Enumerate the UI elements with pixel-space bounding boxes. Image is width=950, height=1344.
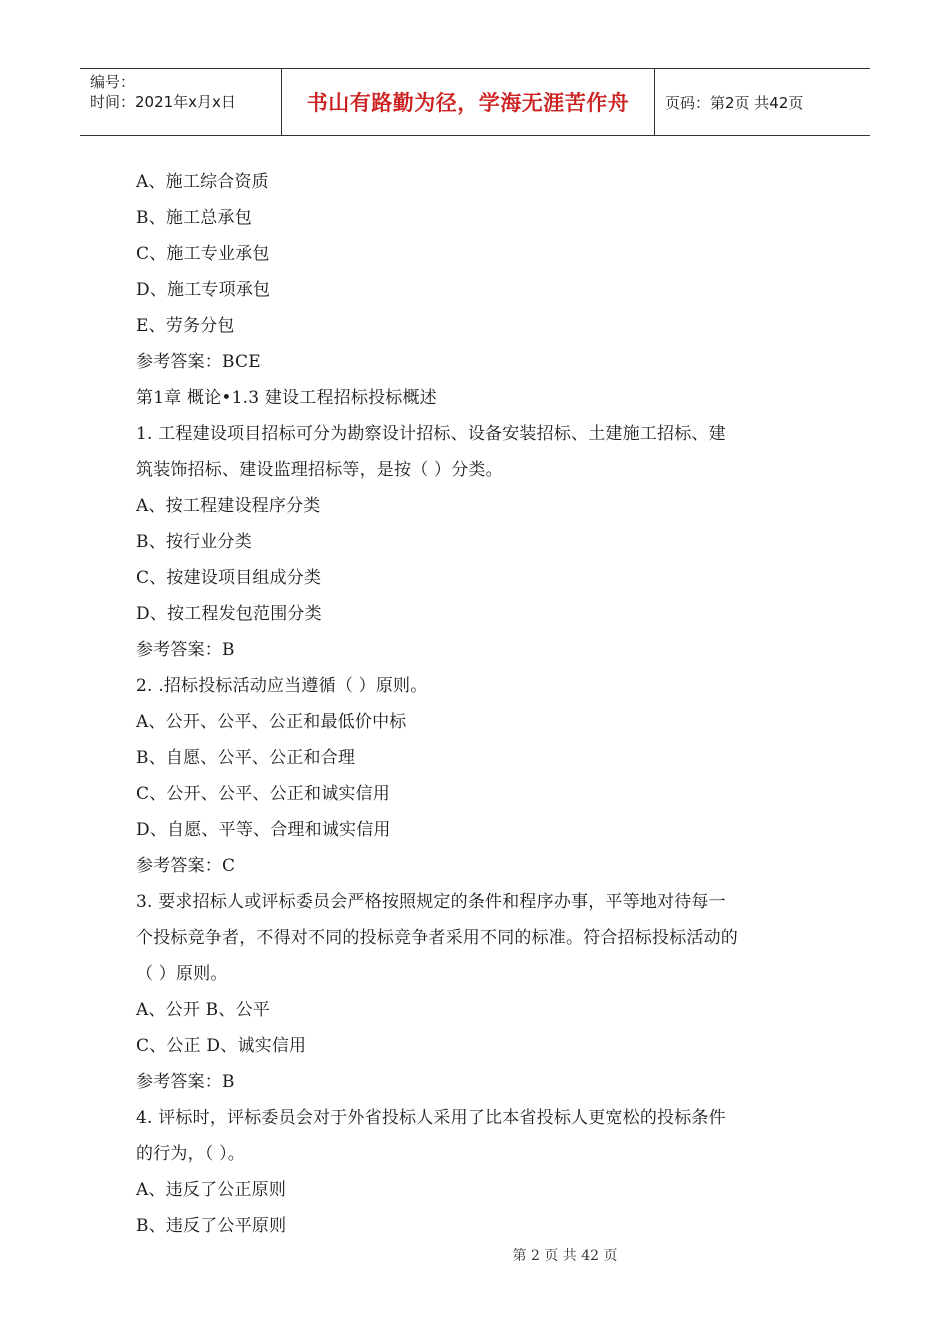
text-line: D、自愿、平等、合理和诚实信用 — [136, 820, 391, 840]
text-line: B、违反了公平原则 — [136, 1216, 287, 1236]
text-line: A、施工综合资质 — [136, 172, 269, 192]
text-line: D、按工程发包范围分类 — [136, 604, 322, 624]
text-line: （ ）原则。 — [136, 964, 228, 984]
text-line: 第1章 概论•1.3 建设工程招标投标概述 — [136, 388, 437, 408]
text-line: E、劳务分包 — [136, 316, 235, 336]
text-line: 1. 工程建设项目招标可分为勘察设计招标、设备安装招标、土建施工招标、建 — [136, 424, 726, 444]
text-line: 3. 要求招标人或评标委员会严格按照规定的条件和程序办事，平等地对待每一 — [136, 892, 726, 912]
header-meta — [80, 69, 282, 135]
text-line: 4. 评标时，评标委员会对于外省投标人采用了比本省投标人更宽松的投标条件 — [136, 1108, 726, 1128]
text-line: C、公正 D、诚实信用 — [136, 1036, 307, 1056]
date-line: 时间：2021年x月x日 — [90, 93, 236, 111]
document-body — [136, 164, 826, 1244]
text-line: B、自愿、公平、公正和合理 — [136, 748, 356, 768]
text-line: B、按行业分类 — [136, 532, 252, 552]
text-line: C、公开、公平、公正和诚实信用 — [136, 784, 391, 804]
page-header — [80, 68, 870, 136]
text-line: A、违反了公正原则 — [136, 1180, 287, 1200]
text-line: 参考答案：B — [136, 640, 235, 660]
text-line: C、按建设项目组成分类 — [136, 568, 322, 588]
text-line: C、施工专业承包 — [136, 244, 270, 264]
text-line: 筑装饰招标、建设监理招标等，是按（ ）分类。 — [136, 460, 503, 480]
text-line: A、公开、公平、公正和最低价中标 — [136, 712, 407, 732]
text-line: A、公开 B、公平 — [136, 1000, 270, 1020]
text-line: 参考答案：C — [136, 856, 236, 876]
page-footer: 第 2 页 共 42 页 — [512, 1248, 618, 1264]
header-page-info: 页码：第2页 共42页 — [665, 93, 804, 112]
serial-label: 编号： — [90, 73, 136, 91]
text-line: 参考答案：BCE — [136, 352, 261, 372]
text-line: 个投标竞争者，不得对不同的投标竞争者采用不同的标准。符合招标投标活动的 — [136, 928, 738, 948]
text-line: 参考答案：B — [136, 1072, 235, 1092]
text-line: 的行为，（ ）。 — [136, 1144, 246, 1164]
text-line: A、按工程建设程序分类 — [136, 496, 321, 516]
text-line: B、施工总承包 — [136, 208, 252, 228]
header-motto: 书山有路勤为径，学海无涯苦作舟 — [282, 69, 655, 135]
text-line: D、施工专项承包 — [136, 280, 271, 300]
text-line: 2. .招标投标活动应当遵循（ ）原则。 — [136, 676, 428, 696]
